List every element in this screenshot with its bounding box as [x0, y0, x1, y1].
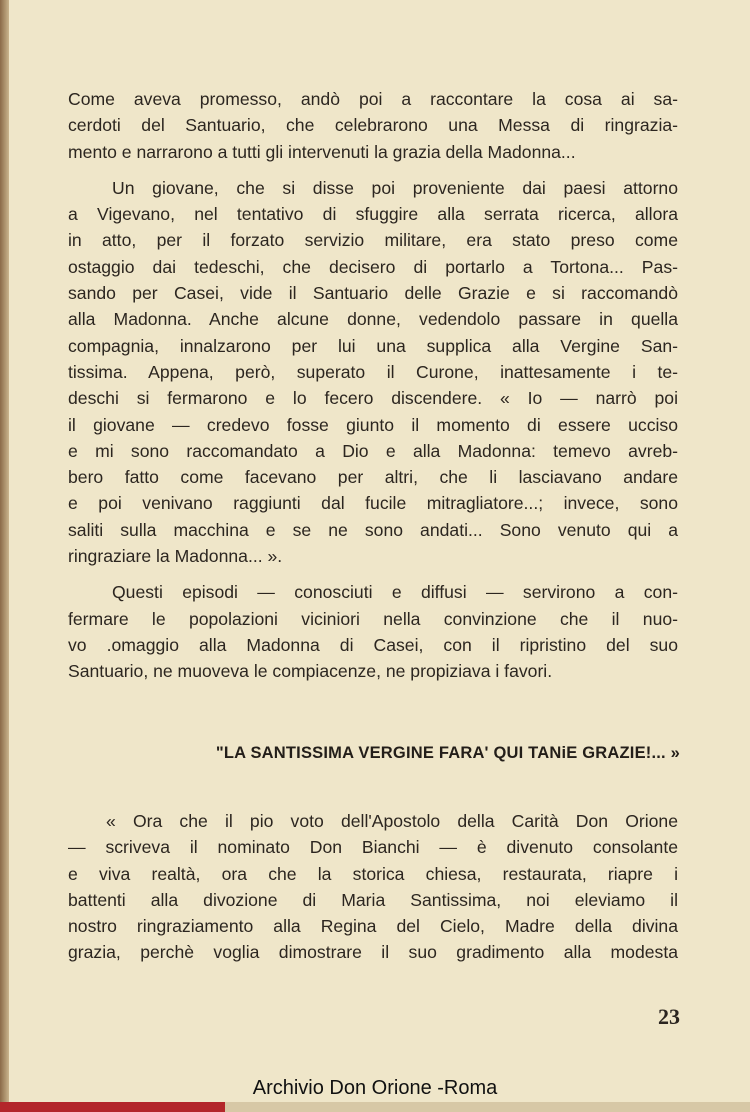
text-line: Un giovane, che si disse poi proveniente dai paesi attorno — [112, 177, 678, 198]
text-line: tissima. Appena, però, superato il Curone, inattesamente i te- — [68, 361, 678, 382]
quote-text — [68, 808, 678, 966]
text-line: e poi venivano raggiunti dal fucile mitragliatore...; invece, sono — [68, 493, 678, 514]
text-line: saliti sulla macchina e se ne sono andati... Sono venuto qui a — [68, 519, 678, 540]
text-line: vo .omaggio alla Madonna di Casei, con il ripristino del suo — [68, 634, 678, 655]
text-line: fermare le popolazioni viciniori nella convinzione che il nuo- — [68, 608, 678, 629]
text-line: battenti alla divozione di Maria Santissima, noi eleviamo il — [68, 889, 678, 910]
text-line: cerdoti del Santuario, che celebrarono una Messa di ringrazia- — [68, 115, 678, 136]
page-bottom-edge — [0, 1102, 750, 1112]
text-line: nostro ringraziamento alla Regina del Cielo, Madre della divina — [68, 916, 678, 937]
text-line: grazia, perchè voglia dimostrare il suo gradimento alla modesta — [68, 942, 678, 963]
text-line: — scriveva il nominato Don Bianchi — è divenuto consolante — [68, 837, 678, 858]
text-line: in atto, per il forzato servizio militare, era stato preso come — [68, 230, 678, 251]
text-line: bero fatto come facevano per altri, che li lasciavano andare — [68, 467, 678, 488]
text-line: ostaggio dai tedeschi, che decisero di portarlo a Tortona... Pas- — [68, 256, 678, 277]
page-binding-edge — [0, 0, 9, 1112]
text-line: il giovane — credevo fosse giunto il momento di essere ucciso — [68, 414, 678, 435]
body-text — [68, 86, 678, 685]
text-line: mento e narrarono a tutti gli intervenuti la grazia della Madonna... — [68, 141, 576, 162]
text-line: Santuario, ne muoveva le compiacenze, ne propiziava i favori. — [68, 661, 553, 682]
text-line: compagnia, innalzarono per lui una supplica alla Vergine San- — [68, 335, 678, 356]
page-number: 23 — [658, 1004, 680, 1029]
text-line: ringraziare la Madonna... ». — [68, 546, 283, 567]
text-line: Come aveva promesso, andò poi a raccontare la cosa ai sa- — [68, 89, 678, 109]
text-line: sando per Casei, vide il Santuario delle Grazie e si raccomandò — [68, 283, 678, 304]
text-line: e mi sono raccomandato a Dio e alla Madonna: temevo avreb- — [68, 440, 678, 461]
text-line: alla Madonna. Anche alcune donne, vedendolo passare in quella — [68, 309, 678, 330]
text-line: e viva realtà, ora che la storica chiesa, restaurata, riapre i — [68, 863, 678, 884]
text-line: Questi episodi — conosciuti e diffusi — servirono a con- — [112, 582, 678, 603]
text-line: « Ora che il pio voto dell'Apostolo della Carità Don Orione — [106, 811, 678, 831]
paragraph-3 — [68, 579, 678, 684]
archive-watermark: Archivio Don Orione -Roma — [252, 1077, 498, 1099]
text-line: a Vigevano, nel tentativo di sfuggire alla serrata ricerca, allora — [68, 204, 678, 225]
text-line: deschi si fermarono e lo fecero discendere. « Io — narrò poi — [68, 388, 678, 409]
paragraph-2 — [68, 175, 678, 569]
section-heading: "LA SANTISSIMA VERGINE FARA' QUI TANiE GRAZIE!... » — [215, 744, 680, 762]
paragraph-1 — [68, 86, 678, 165]
